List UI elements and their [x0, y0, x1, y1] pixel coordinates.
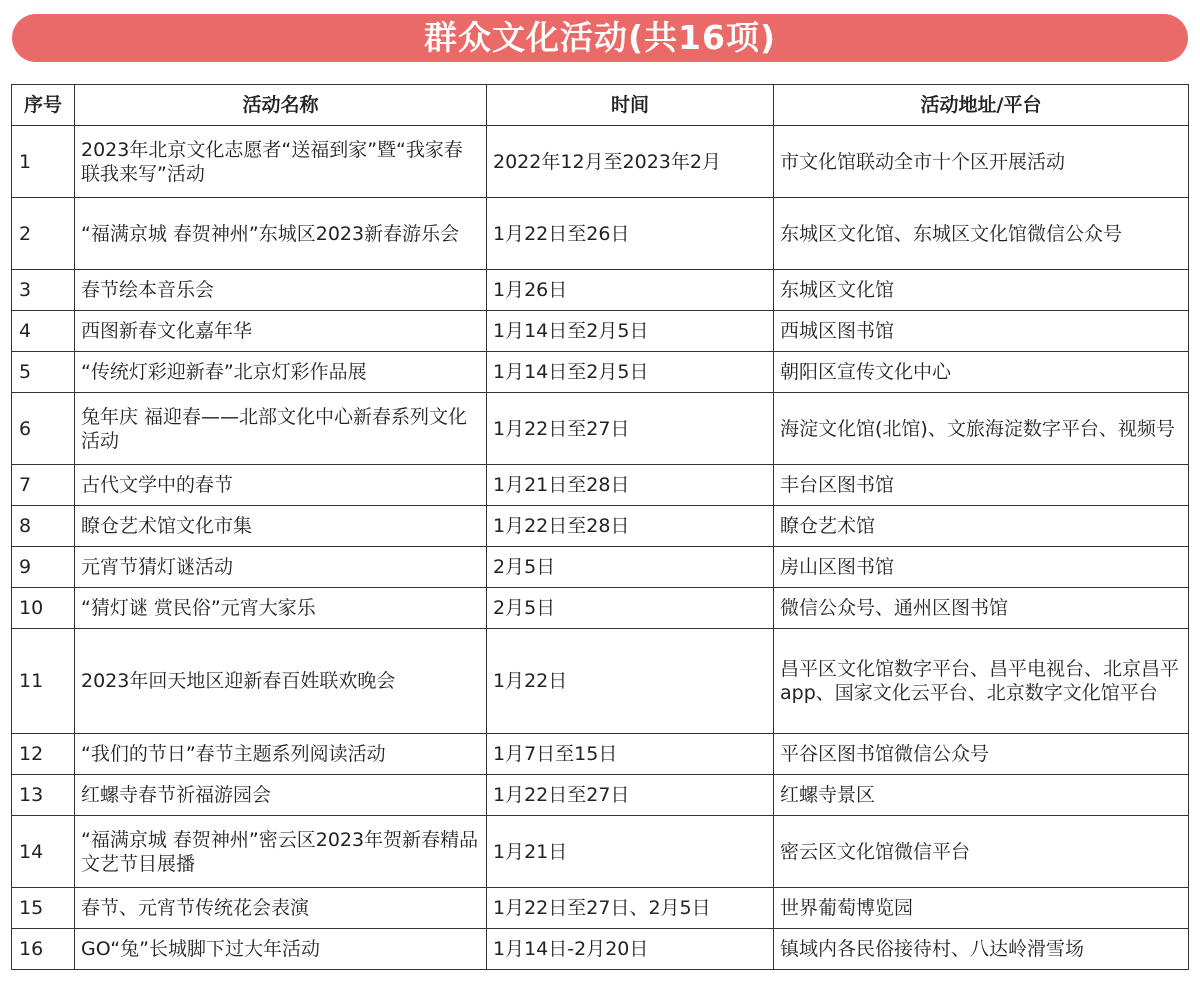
cell-activity-name: 兔年庆 福迎春——北部文化中心新春系列文化活动: [75, 393, 487, 465]
cell-activity-name: 古代文学中的春节: [75, 465, 487, 506]
table-body: [12, 126, 1189, 970]
cell-time: 1月14日-2月20日: [487, 929, 774, 970]
table-row: [12, 734, 1189, 775]
cell-location: 世界葡萄博览园: [774, 888, 1189, 929]
cell-location: 镇域内各民俗接待村、八达岭滑雪场: [774, 929, 1189, 970]
cell-time: 1月26日: [487, 270, 774, 311]
cell-number: 13: [12, 775, 75, 816]
cell-activity-name: 红螺寺春节祈福游园会: [75, 775, 487, 816]
cell-time: 1月21日: [487, 816, 774, 888]
table-header-row: [12, 85, 1189, 126]
cell-time: 1月22日至27日: [487, 775, 774, 816]
cell-location: 瞭仓艺术馆: [774, 506, 1189, 547]
cell-time: 1月22日: [487, 629, 774, 734]
header-time: 时间: [487, 85, 774, 126]
cell-number: 14: [12, 816, 75, 888]
cell-activity-name: “福满京城 春贺神州”东城区2023新春游乐会: [75, 198, 487, 270]
cell-time: 2022年12月至2023年2月: [487, 126, 774, 198]
cell-number: 12: [12, 734, 75, 775]
cell-activity-name: 春节、元宵节传统花会表演: [75, 888, 487, 929]
cell-activity-name: “福满京城 春贺神州”密云区2023年贺新春精品文艺节目展播: [75, 816, 487, 888]
cell-number: 16: [12, 929, 75, 970]
cell-location: 房山区图书馆: [774, 547, 1189, 588]
cell-time: 1月14日至2月5日: [487, 352, 774, 393]
cell-number: 9: [12, 547, 75, 588]
cell-time: 2月5日: [487, 547, 774, 588]
cell-activity-name: 西图新春文化嘉年华: [75, 311, 487, 352]
cell-time: 1月21日至28日: [487, 465, 774, 506]
cell-number: 5: [12, 352, 75, 393]
cell-location: 东城区文化馆: [774, 270, 1189, 311]
table-row: [12, 816, 1189, 888]
cell-location: 海淀文化馆(北馆)、文旅海淀数字平台、视频号: [774, 393, 1189, 465]
table-row: [12, 506, 1189, 547]
cell-time: 1月14日至2月5日: [487, 311, 774, 352]
page-title: 群众文化活动(共16项): [423, 18, 777, 57]
cell-time: 2月5日: [487, 588, 774, 629]
cell-location: 市文化馆联动全市十个区开展活动: [774, 126, 1189, 198]
activities-table: [11, 84, 1189, 970]
header-location: 活动地址/平台: [774, 85, 1189, 126]
cell-number: 2: [12, 198, 75, 270]
cell-number: 1: [12, 126, 75, 198]
cell-time: 1月22日至27日: [487, 393, 774, 465]
cell-activity-name: 元宵节猜灯谜活动: [75, 547, 487, 588]
cell-activity-name: 2023年回天地区迎新春百姓联欢晚会: [75, 629, 487, 734]
table-row: [12, 465, 1189, 506]
title-banner: [12, 14, 1188, 62]
cell-location: 密云区文化馆微信平台: [774, 816, 1189, 888]
cell-activity-name: “我们的节日”春节主题系列阅读活动: [75, 734, 487, 775]
header-activity-name: 活动名称: [75, 85, 487, 126]
header-number: 序号: [12, 85, 75, 126]
cell-location: 朝阳区宣传文化中心: [774, 352, 1189, 393]
cell-time: 1月7日至15日: [487, 734, 774, 775]
table-row: [12, 929, 1189, 970]
table-row: [12, 126, 1189, 198]
table-row: [12, 547, 1189, 588]
table-row: [12, 311, 1189, 352]
cell-number: 15: [12, 888, 75, 929]
cell-time: 1月22日至28日: [487, 506, 774, 547]
cell-number: 3: [12, 270, 75, 311]
cell-number: 4: [12, 311, 75, 352]
table-row: [12, 393, 1189, 465]
cell-location: 丰台区图书馆: [774, 465, 1189, 506]
cell-location: 东城区文化馆、东城区文化馆微信公众号: [774, 198, 1189, 270]
cell-location: 微信公众号、通州区图书馆: [774, 588, 1189, 629]
cell-location: 西城区图书馆: [774, 311, 1189, 352]
table-row: [12, 629, 1189, 734]
cell-activity-name: “传统灯彩迎新春”北京灯彩作品展: [75, 352, 487, 393]
cell-location: 昌平区文化馆数字平台、昌平电视台、北京昌平app、国家文化云平台、北京数字文化馆平台: [774, 629, 1189, 734]
cell-activity-name: 瞭仓艺术馆文化市集: [75, 506, 487, 547]
cell-activity-name: “猜灯谜 赏民俗”元宵大家乐: [75, 588, 487, 629]
table-row: [12, 888, 1189, 929]
cell-number: 8: [12, 506, 75, 547]
table-row: [12, 775, 1189, 816]
cell-activity-name: GO“兔”长城脚下过大年活动: [75, 929, 487, 970]
cell-location: 平谷区图书馆微信公众号: [774, 734, 1189, 775]
table-row: [12, 270, 1189, 311]
cell-number: 10: [12, 588, 75, 629]
cell-time: 1月22日至27日、2月5日: [487, 888, 774, 929]
cell-location: 红螺寺景区: [774, 775, 1189, 816]
table-row: [12, 588, 1189, 629]
cell-time: 1月22日至26日: [487, 198, 774, 270]
cell-number: 7: [12, 465, 75, 506]
cell-activity-name: 2023年北京文化志愿者“送福到家”暨“我家春联我来写”活动: [75, 126, 487, 198]
cell-activity-name: 春节绘本音乐会: [75, 270, 487, 311]
table-row: [12, 198, 1189, 270]
cell-number: 11: [12, 629, 75, 734]
table-row: [12, 352, 1189, 393]
cell-number: 6: [12, 393, 75, 465]
